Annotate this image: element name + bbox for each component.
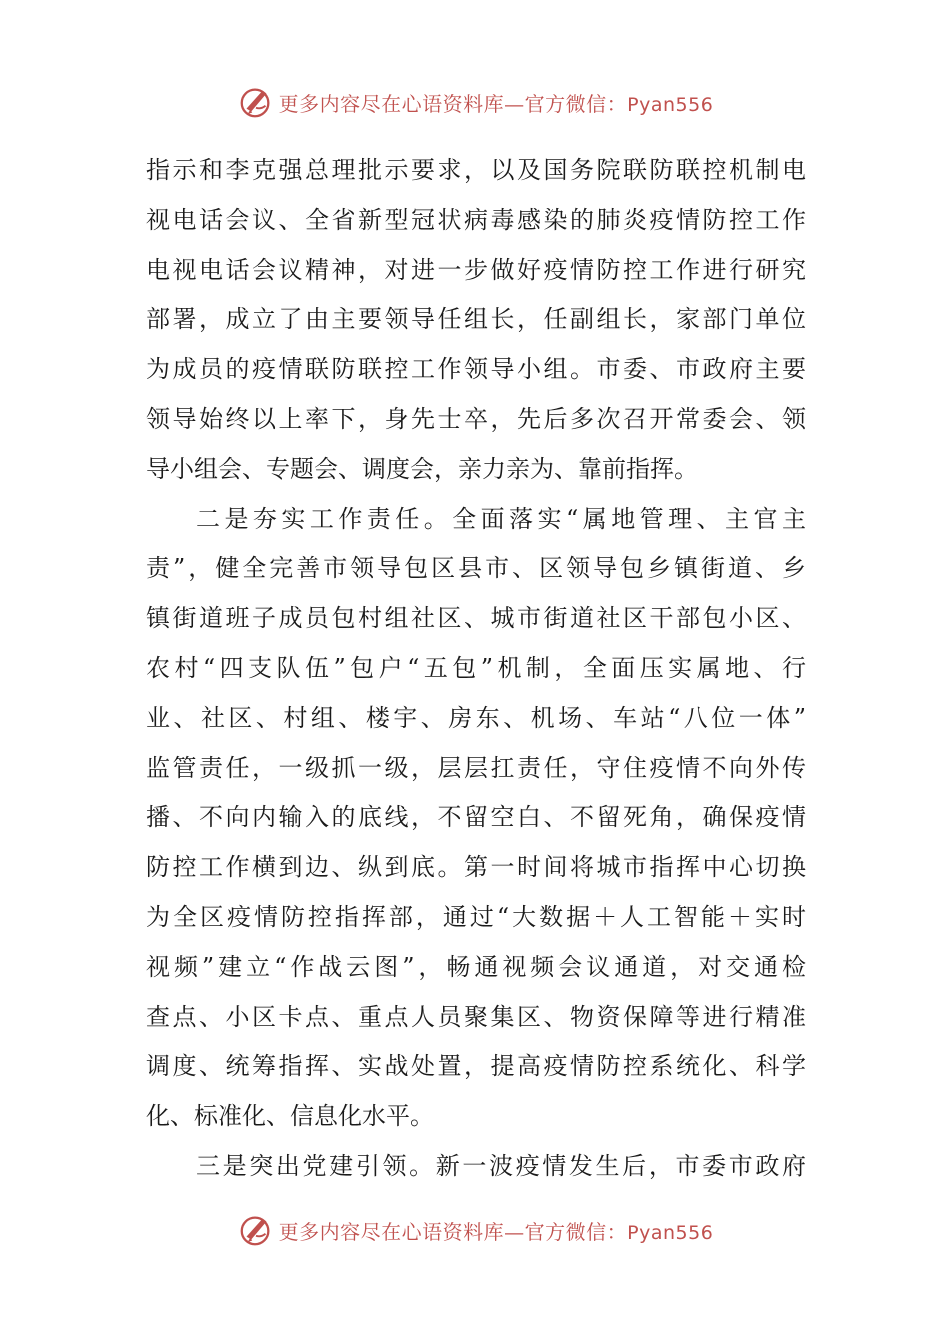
banner-title: 更多内容尽在心语资料库—官方微信：: [278, 91, 628, 116]
banner-brand: Pyan556: [627, 93, 714, 116]
text-line: 为全区疫情防控指挥部，通过“大数据＋人工智能＋实时: [146, 902, 806, 931]
text-line: 查点、小区卡点、重点人员聚集区、物资保障等进行精准: [146, 1002, 806, 1031]
banner-text: [279, 88, 714, 117]
text-line: 监管责任，一级抓一级，层层扛责任，守住疫情不向外传: [146, 753, 806, 782]
banner-text: [279, 1216, 714, 1245]
text-line: 播、不向内输入的底线，不留空白、不留死角，确保疫情: [146, 803, 806, 832]
text-line: 为成员的疫情联防联控工作领导小组。市委、市政府主要: [146, 355, 806, 384]
header-banner: [0, 82, 950, 122]
paragraph-start: 三是突出党建引领。新一波疫情发生后，市委市政府: [196, 1151, 806, 1180]
text-line: 业、社区、村组、楼宇、房东、机场、车站“八位一体”: [146, 703, 806, 732]
text-line: 调度、统筹指挥、实战处置，提高疫情防控系统化、科学: [146, 1052, 806, 1081]
document-body: [146, 146, 806, 1192]
banner-brand: Pyan556: [627, 1221, 714, 1244]
text-line: 化、标准化、信息化水平。: [146, 1102, 434, 1131]
text-line: 责”，健全完善市领导包区县市、区领导包乡镇街道、乡: [146, 554, 806, 583]
text-line: 视频”建立“作战云图”，畅通视频会议通道，对交通检: [146, 952, 806, 981]
banner-title: 更多内容尽在心语资料库—官方微信：: [278, 1219, 628, 1244]
text-line: 电视电话会议精神，对进一步做好疫情防控工作进行研究: [146, 255, 806, 284]
pen-circle-logo-icon: [237, 1211, 275, 1249]
text-line: 视电话会议、全省新型冠状病毒感染的肺炎疫情防控工作: [146, 205, 806, 234]
text-line: 防控工作横到边、纵到底。第一时间将城市指挥中心切换: [146, 853, 806, 882]
text-line: 部署，成立了由主要领导任组长，任副组长，家部门单位: [146, 305, 806, 334]
text-line: 导小组会、专题会、调度会，亲力亲为、靠前指挥。: [146, 454, 698, 483]
text-line: 领导始终以上率下，身先士卒，先后多次召开常委会、领: [146, 404, 806, 433]
pen-circle-logo-icon: [237, 83, 275, 121]
text-line: 农村“四支队伍”包户“五包”机制，全面压实属地、行: [146, 653, 806, 682]
text-line: 指示和李克强总理批示要求，以及国务院联防联控机制电: [146, 156, 806, 184]
paragraph-start: 二是夯实工作责任。全面落实“属地管理、主官主: [196, 504, 806, 533]
text-line: 镇街道班子成员包村组社区、城市街道社区干部包小区、: [146, 604, 806, 633]
footer-banner: [0, 1210, 950, 1250]
